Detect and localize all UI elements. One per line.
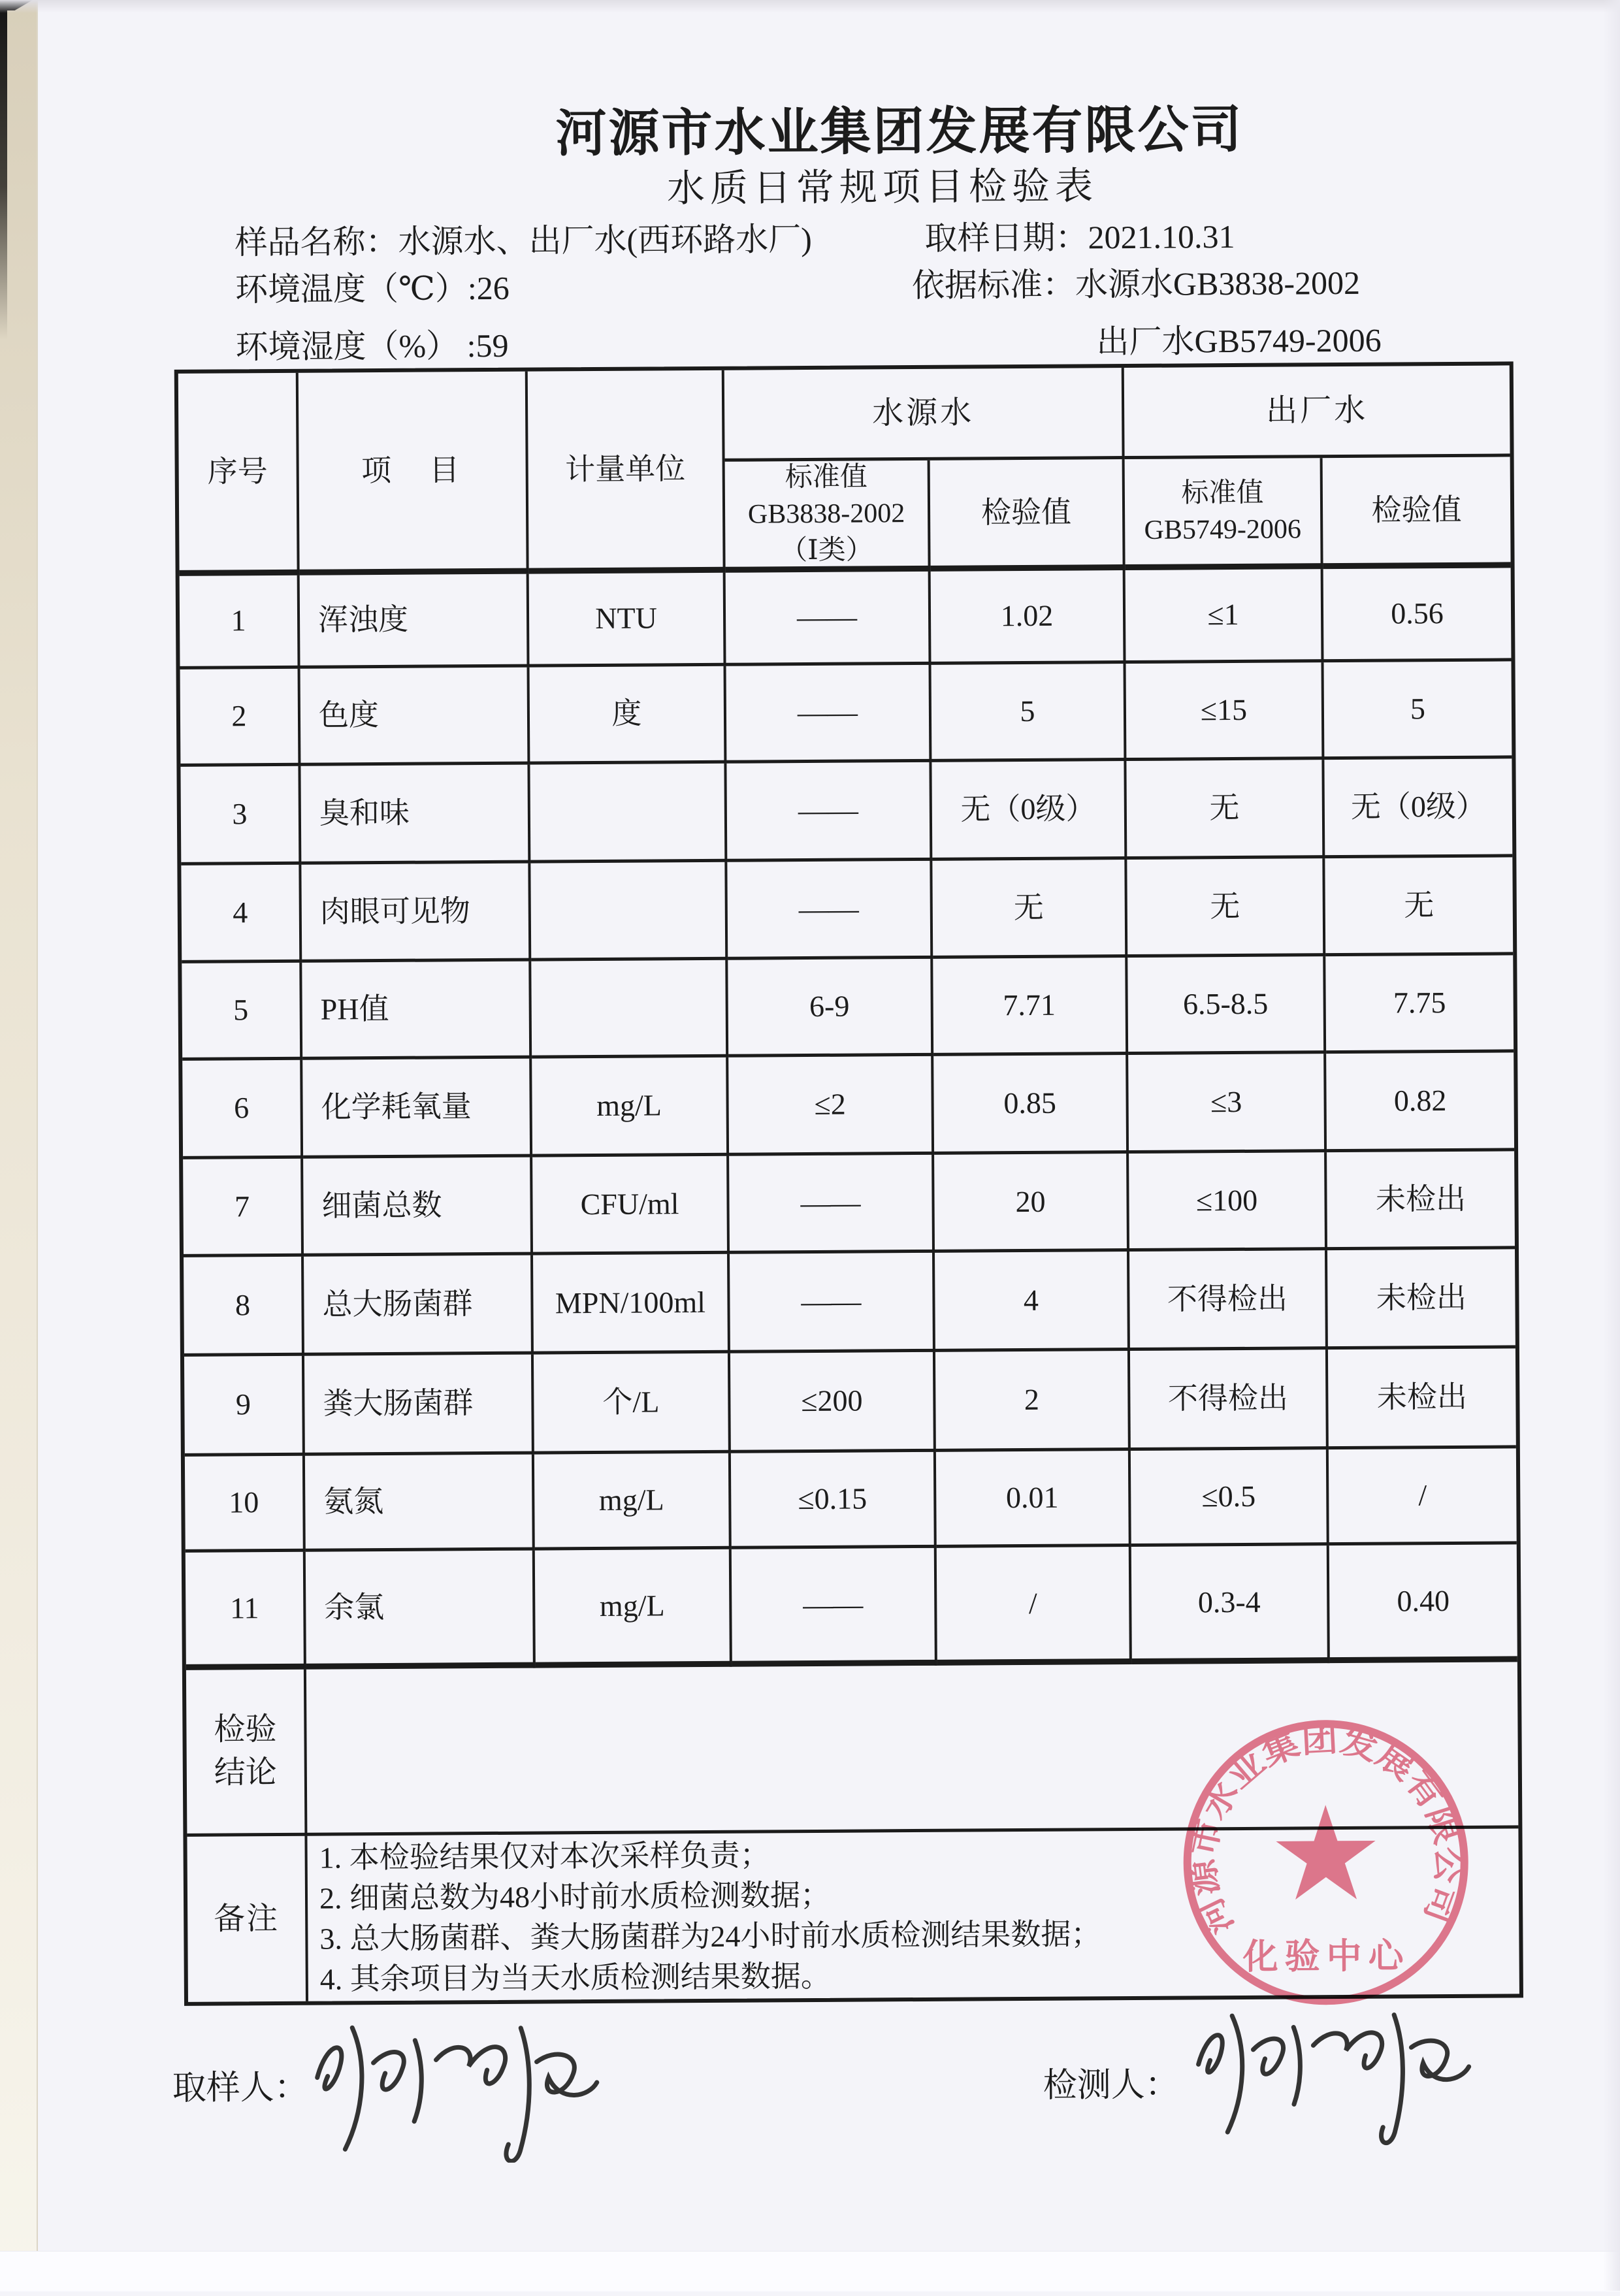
- cell-item-name: 浑浊度: [300, 574, 530, 669]
- col-header-no: 序号: [178, 373, 300, 576]
- cell-source-standard-value: ——: [727, 861, 933, 960]
- cell-outlet-check-value: 7.75: [1325, 955, 1514, 1054]
- cell-item-name: 细菌总数: [303, 1157, 533, 1257]
- col-header-unit: 计量单位: [528, 370, 726, 574]
- outlet-standard-line2: GB5749-2006: [1144, 513, 1302, 545]
- cell-source-check-value: 0.01: [936, 1451, 1131, 1548]
- cell-unit: MPN/100ml: [533, 1254, 730, 1355]
- cell-outlet-check-value: 5: [1323, 661, 1512, 760]
- cell-row-number: 10: [185, 1456, 306, 1553]
- cell-source-check-value: 1.02: [931, 570, 1126, 665]
- ambient-humidity: 环境湿度（%） :59: [235, 327, 509, 366]
- cell-row-number: 6: [182, 1060, 303, 1159]
- cell-source-check-value: 7.71: [933, 958, 1128, 1056]
- cell-item-name: 氨氮: [305, 1455, 535, 1552]
- group-header-source-water: 水源水: [724, 368, 1125, 462]
- seal-center-text: 化验中心: [1242, 1936, 1410, 1977]
- cell-outlet-standard-value: 无: [1127, 858, 1325, 958]
- cell-row-number: 9: [184, 1356, 305, 1457]
- col-header-source-check: 检验值: [930, 459, 1126, 572]
- cell-source-standard-value: ——: [726, 665, 932, 764]
- remark-line: 4. 其余项目为当天水质检测结果数据。: [319, 1959, 831, 1996]
- cell-source-check-value: 0.85: [933, 1055, 1129, 1155]
- cell-outlet-check-value: 未检出: [1328, 1348, 1516, 1449]
- cell-unit: NTU: [529, 573, 726, 668]
- cell-outlet-standard-value: ≤1: [1126, 569, 1324, 664]
- cell-outlet-standard-value: 不得检出: [1130, 1350, 1329, 1451]
- cell-outlet-standard-value: ≤3: [1128, 1054, 1327, 1154]
- remark-line: 1. 本检验结果仅对本次采样负责；: [319, 1837, 770, 1875]
- col-header-source-standard: [725, 461, 931, 573]
- source-standard-line1: 标准值: [785, 461, 867, 493]
- cell-source-standard-value: ——: [730, 1253, 935, 1353]
- form-title: 水质日常规项目检验表: [666, 165, 1099, 210]
- cell-source-standard-value: ——: [729, 1155, 935, 1254]
- company-title: 河源市水业集团发展有限公司: [555, 101, 1244, 163]
- cell-outlet-standard-value: 不得检出: [1129, 1250, 1328, 1351]
- cell-source-standard-value: ——: [726, 762, 932, 862]
- cell-source-standard-value: ——: [726, 572, 932, 666]
- cell-item-name: 总大肠菌群: [304, 1255, 534, 1356]
- remarks-label: 备注: [187, 1836, 308, 2002]
- conclusion-label: [186, 1670, 308, 1837]
- cell-outlet-standard-value: 0.3-4: [1131, 1545, 1330, 1664]
- cell-source-standard-value: ——: [732, 1548, 937, 1667]
- col-header-outlet-check: 检验值: [1323, 457, 1511, 569]
- sampling-date: 取样日期：2021.10.31: [924, 218, 1235, 257]
- cell-source-check-value: 20: [934, 1154, 1129, 1253]
- cell-row-number: 7: [183, 1159, 304, 1257]
- cell-outlet-check-value: 0.82: [1326, 1052, 1514, 1152]
- cell-outlet-check-value: 未检出: [1327, 1249, 1515, 1350]
- cell-item-name: 臭和味: [300, 765, 530, 865]
- cell-outlet-check-value: /: [1329, 1448, 1517, 1545]
- conclusion-label-line1: 检验: [214, 1712, 277, 1747]
- seal-arc-text: 河源市水业集团发展有限公司: [1184, 1721, 1467, 1941]
- cell-row-number: 2: [180, 669, 301, 767]
- standard-basis-outlet: 出厂水GB5749-2006: [1096, 321, 1382, 361]
- remark-line: 2. 细菌总数为48小时前水质检测数据；: [319, 1878, 831, 1915]
- cell-unit: mg/L: [535, 1549, 732, 1668]
- cell-unit: [530, 862, 728, 962]
- sampler-signature: [302, 1999, 611, 2164]
- cell-outlet-standard-value: ≤15: [1126, 662, 1325, 761]
- cell-unit: mg/L: [532, 1058, 729, 1157]
- cell-source-check-value: 无: [932, 860, 1127, 959]
- cell-outlet-check-value: 未检出: [1327, 1151, 1515, 1250]
- cell-row-number: 4: [181, 865, 302, 963]
- seal-star-icon: [1276, 1805, 1376, 1900]
- cell-row-number: 3: [180, 766, 301, 865]
- ambient-temperature: 环境温度（℃）:26: [235, 269, 510, 308]
- cell-outlet-standard-value: 无: [1126, 760, 1325, 860]
- cell-source-check-value: 2: [935, 1351, 1131, 1452]
- cell-outlet-standard-value: ≤100: [1129, 1152, 1327, 1252]
- cell-source-standard-value: 6-9: [728, 959, 933, 1058]
- cell-row-number: 11: [186, 1552, 306, 1670]
- cell-row-number: 8: [184, 1257, 304, 1357]
- cell-item-name: PH值: [302, 962, 532, 1060]
- cell-row-number: 5: [182, 963, 302, 1061]
- cell-source-check-value: 4: [935, 1252, 1130, 1352]
- cell-source-standard-value: ≤0.15: [731, 1452, 937, 1549]
- outlet-standard-line1: 标准值: [1181, 477, 1264, 509]
- cell-unit: 个/L: [534, 1353, 731, 1455]
- source-standard-line2: GB3838-2002: [747, 498, 905, 530]
- cell-item-name: 色度: [300, 668, 530, 766]
- col-header-outlet-standard: [1125, 458, 1323, 570]
- cell-item-name: 化学耗氧量: [302, 1059, 532, 1159]
- cell-source-standard-value: ≤2: [728, 1056, 934, 1156]
- remark-line: 3. 总大肠菌群、粪大肠菌群为24小时前水质检测结果数据；: [319, 1916, 1101, 1956]
- sample-name: 样品名称：水源水、出厂水(西环路水厂): [235, 220, 813, 261]
- conclusion-label-line2: 结论: [214, 1755, 278, 1790]
- source-standard-line3: （Ⅰ类）: [779, 534, 873, 566]
- cell-outlet-standard-value: 6.5-8.5: [1127, 956, 1326, 1055]
- cell-source-standard-value: ≤200: [730, 1352, 936, 1453]
- tester-label: 检测人：: [1043, 2066, 1179, 2105]
- cell-outlet-check-value: 0.56: [1323, 568, 1512, 662]
- cell-item-name: 余氯: [306, 1551, 536, 1670]
- cell-outlet-check-value: 无: [1325, 857, 1513, 956]
- company-seal: [1176, 1713, 1476, 2013]
- cell-unit: 度: [530, 666, 727, 765]
- cell-row-number: 1: [180, 575, 300, 670]
- cell-outlet-standard-value: ≤0.5: [1131, 1449, 1329, 1547]
- col-header-item: 项 目: [299, 372, 529, 575]
- cell-item-name: 粪大肠菌群: [304, 1355, 534, 1456]
- cell-item-name: 肉眼可见物: [301, 864, 531, 963]
- cell-unit: [530, 764, 727, 864]
- cell-unit: mg/L: [534, 1453, 732, 1551]
- cell-source-check-value: /: [937, 1547, 1132, 1666]
- standard-basis-source: 依据标准：水源水GB3838-2002: [911, 264, 1361, 304]
- cell-outlet-check-value: 0.40: [1329, 1544, 1517, 1663]
- cell-source-check-value: 无（0级）: [932, 761, 1127, 861]
- cell-unit: [531, 960, 728, 1059]
- cell-outlet-check-value: 无（0级）: [1324, 758, 1512, 858]
- cell-source-check-value: 5: [932, 664, 1127, 762]
- sampler-label: 取样人：: [172, 2069, 308, 2107]
- tester-signature: [1186, 1984, 1475, 2150]
- group-header-outlet-water: 出厂水: [1124, 365, 1510, 459]
- cell-unit: CFU/ml: [532, 1156, 730, 1255]
